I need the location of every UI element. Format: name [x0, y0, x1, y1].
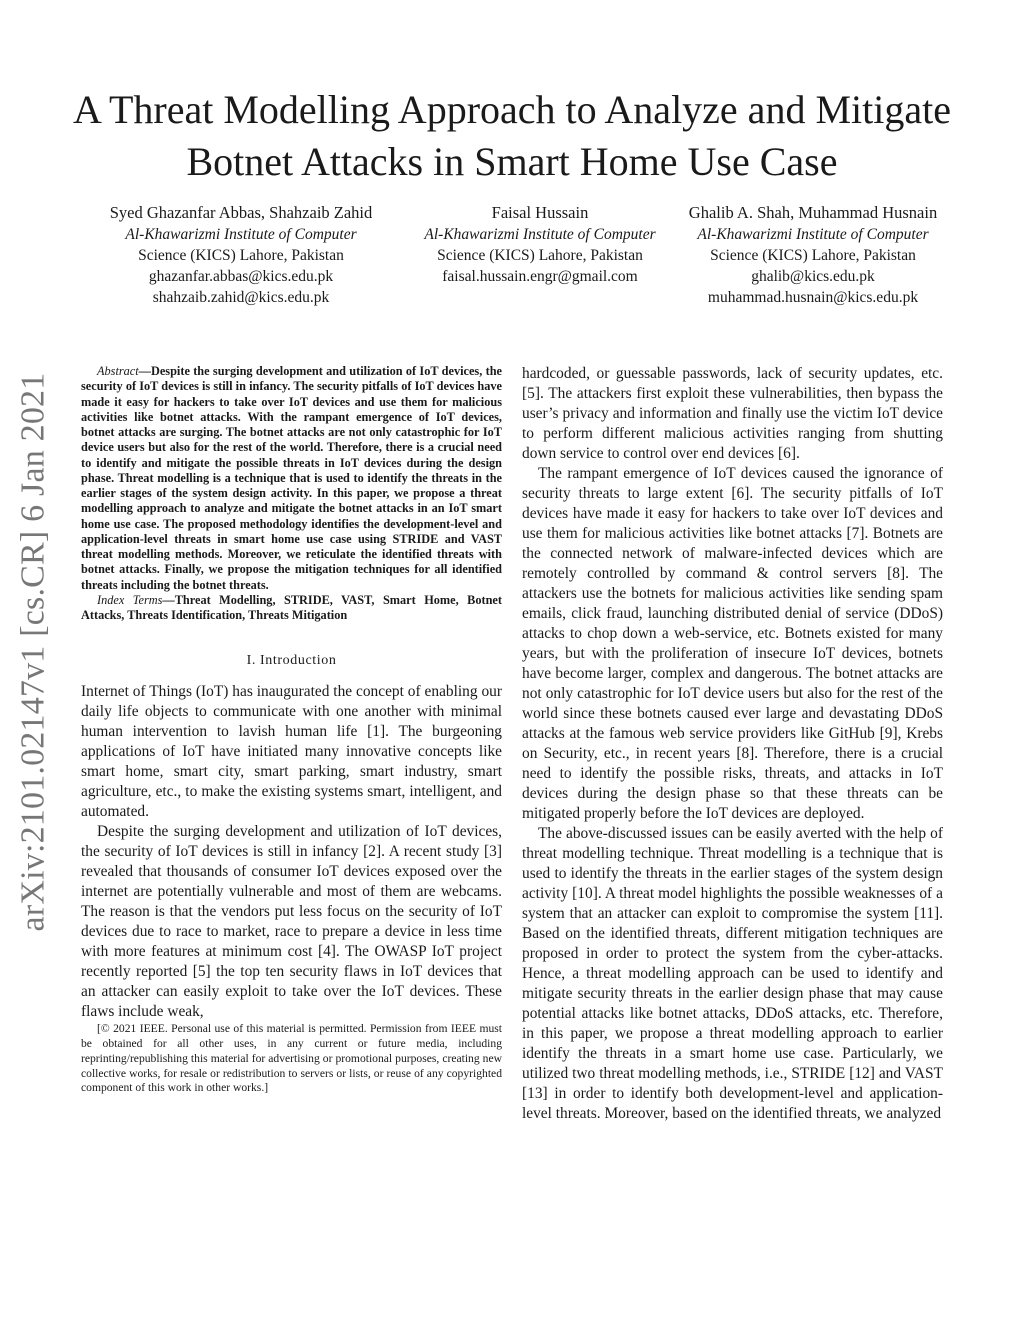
author-group-1: [76, 202, 406, 308]
author-location: Science (KICS) Lahore, Pakistan: [138, 247, 344, 264]
author-names: Syed Ghazanfar Abbas, Shahzaib Zahid: [109, 203, 373, 222]
arxiv-identifier-text: arXiv:2101.02147v1 [cs.CR] 6 Jan 2021: [14, 372, 51, 932]
author-location: Science (KICS) Lahore, Pakistan: [437, 247, 643, 264]
index-terms-label: Index Terms: [97, 592, 163, 607]
author-email: faisal.hussain.engr@gmail.com: [442, 268, 638, 285]
author-affiliation: Al-Khawarizmi Institute of Computer: [125, 226, 357, 243]
paper-title: A Threat Modelling Approach to Analyze and Mitigate Botnet Attacks in Smart Home Use Case: [73, 87, 951, 184]
right-column: [522, 364, 943, 1124]
author-email: shahzaib.zahid@kics.edu.pk: [152, 289, 330, 306]
paragraph: hardcoded, or guessable passwords, lack of security updates, etc. [5]. The attackers first exploit these vulnerabilities, then bypass the user’s privacy and information and finally use the victim IoT device to perform different malicious activities ranging from shutting down service to control over end devices [6].: [522, 365, 943, 462]
index-terms: [81, 593, 502, 624]
index-terms-text: —Threat Modelling, STRIDE, VAST, Smart Home, Botnet Attacks, Threats Identification, Threats Mitigation: [81, 592, 502, 622]
author-names: Faisal Hussain: [491, 203, 589, 222]
author-group-3: [674, 202, 952, 308]
author-group-2: [406, 202, 674, 308]
author-email: ghazanfar.abbas@kics.edu.pk: [148, 268, 334, 285]
paragraph: Internet of Things (IoT) has inaugurated the concept of enabling our daily life objects to communicate with one another with minimal human intervention to lavish human life [1]. The burgeoning applications of IoT have initiated many innovative concepts like smart home, smart city, smart parking, smart industry, smart agriculture, etc., to make the existing systems smart, intelligent, and automated.: [81, 683, 502, 821]
paragraph: The above-discussed issues can be easily averted with the help of threat modelling technique. Threat modelling is a technique that is used to identify the threats in the earlier stages of the system design activity [10]. A threat model highlights the possible weaknesses of a system that an attacker can exploit to compromise the system [11]. Based on the identified threats, different mitigation techniques are proposed in order to protect the system from the cyber-attacks. Hence, a threat modelling approach can be used to identify and mitigate security threats in the earlier design phase that may cause potential attacks like botnet attacks, DDoS attacks, etc. Therefore, in this paper, we propose a threat modelling approach to earlier identify the threats in a smart home use case. Particularly, we utilized two threat modelling methods, i.e., STRIDE [12] and VAST [13] in order to identify both development-level and application-level threats. Moreover, based on the identified threats, we analyzed: [522, 825, 943, 1122]
section-heading: I. Introduction: [246, 653, 337, 669]
abstract-label: Abstract: [97, 364, 139, 378]
author-block: [76, 202, 952, 308]
author-affiliation: Al-Khawarizmi Institute of Computer: [424, 226, 656, 243]
paragraph: The rampant emergence of IoT devices caused the ignorance of security threats to large extent [6]. The security pitfalls of IoT devices have made it easy for hackers to take over IoT devices and use them for malicious activities like botnet attacks [7]. Botnets are the connected network of malware-infected devices which are remotely controlled by command & control servers [8]. The attackers use the botnets for malicious activities like sending spam emails, click fraud, launching distributed denial of service (DDoS) attacks to chop down a web-service, etc. Botnets existed for many years, but with the proliferation of insecure IoT devices, botnets have become larger, complex and dangerous. The botnet attacks are not only catastrophic for IoT device users but also for the rest of the world since these botnets caused ever large and devastating DDoS attacks at the famous web service providers like GitHub [9], Krebs on Security, etc., in recent years [8]. Therefore, there is a crucial need to identify the possible risks, threats, and attacks in IoT devices during the design phase so that these threats can be mitigated properly before the IoT devices are deployed.: [522, 465, 943, 822]
author-names: Ghalib A. Shah, Muhammad Husnain: [688, 203, 938, 222]
abstract: [81, 364, 502, 593]
paragraph: Despite the surging development and utilization of IoT devices, the security of IoT devices is still in infancy [2]. A recent study [3] revealed that thousands of consumer IoT devices exposed over the internet are potentially vulnerable and most of them are webcams. The reason is that the vendors put less focus on the security of IoT devices due to race to market, race to prepare a device in less time with more features at minimum cost [4]. The OWASP IoT project recently reported [5] the top ten security flaws in IoT devices that an attacker can easily exploit to take over the IoT devices. These flaws include weak,: [81, 823, 502, 1021]
author-email: muhammad.husnain@kics.edu.pk: [707, 289, 919, 306]
copyright-notice: [© 2021 IEEE. Personal use of this material is permitted. Permission from IEEE must be obtained for all other uses, in any current or future media, including reprinting/republishing this material for advertising or promotional purposes, creating new collective works, for resale or redistribution to servers or lists, or reuse of any copyrighted component of this work in other works.]: [81, 1022, 502, 1095]
arxiv-identifier-stamp: [6, 357, 60, 947]
left-column: [81, 364, 502, 1096]
author-affiliation: Al-Khawarizmi Institute of Computer: [697, 226, 929, 243]
author-email: ghalib@kics.edu.pk: [751, 268, 875, 285]
author-location: Science (KICS) Lahore, Pakistan: [710, 247, 916, 264]
abstract-text: —Despite the surging development and utilization of IoT devices, the security of IoT devices is still in infancy. The security pitfalls of IoT devices have made it easy for hackers to take over IoT devices and use them for malicious activities like botnet attacks. With the rampant emergence of IoT devices, botnet attacks are surging. The botnet attacks are not only catastrophic for IoT device users but also for the rest of the world. Therefore, there is a crucial need to identify and mitigate the possible threats in IoT devices during the design phase. Threat modelling is a technique that is used to identify the threats in the earlier stages of the system design activity. In this paper, we propose a threat modelling approach to analyze and mitigate the botnet attacks in an IoT smart home use case. The proposed methodology identifies the development-level and application-level threats in smart home use case using STRIDE and VAST threat modelling methods. Moreover, we reticulate the identified threats with botnet attacks. Finally, we propose the mitigation techniques for all identified threats including the botnet threats.: [81, 364, 502, 592]
